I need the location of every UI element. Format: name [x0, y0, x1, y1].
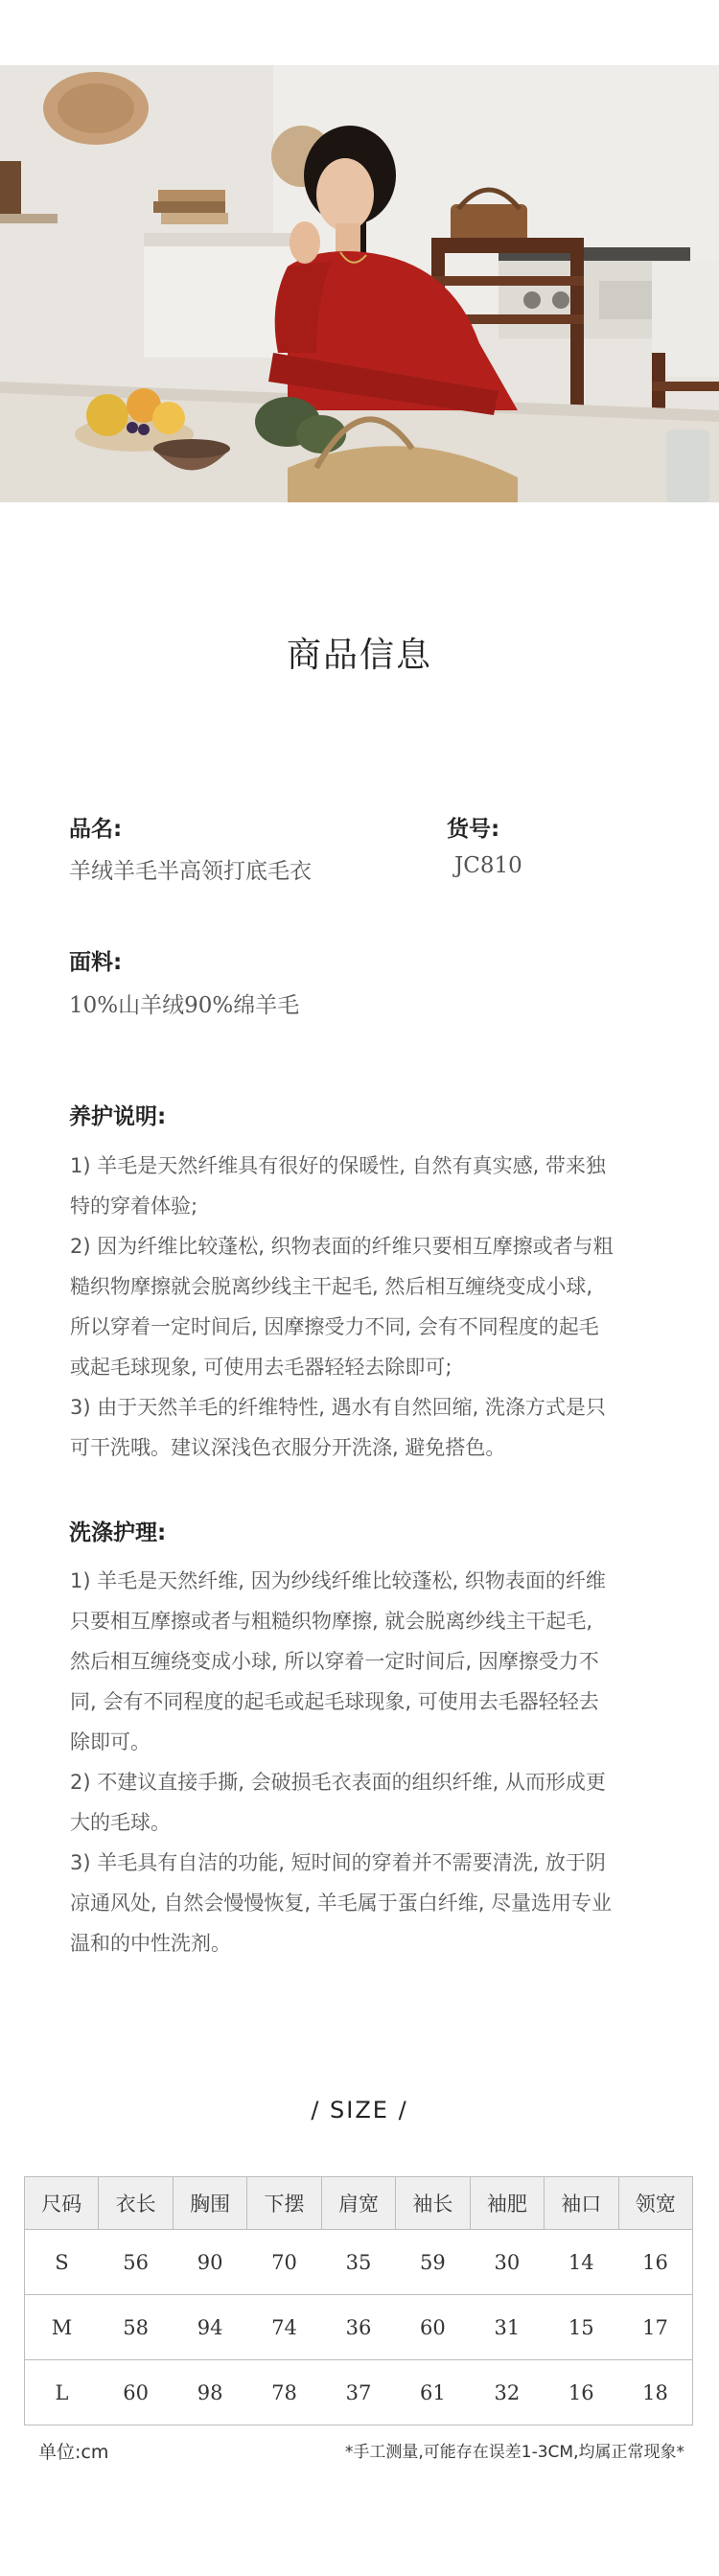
table-cell: 78	[247, 2360, 321, 2425]
table-cell: 59	[396, 2230, 470, 2295]
table-cell: 56	[99, 2230, 173, 2295]
sku-value: JC810	[454, 853, 522, 878]
header-cell: 胸围	[173, 2177, 246, 2230]
wash-line: 然后相互缠绕变成小球, 所以穿着一定时间后, 因摩擦受力不	[70, 1650, 599, 1673]
wash-label: 洗涤护理:	[69, 1520, 167, 1545]
header-cell: 袖肥	[470, 2177, 544, 2230]
table-cell: 94	[173, 2295, 246, 2360]
fabric-value: 10%山羊绒90%绵羊毛	[69, 993, 300, 1018]
wash-line: 同, 会有不同程度的起毛或起毛球现象, 可使用去毛器轻轻去	[70, 1690, 599, 1713]
wash-line: 2) 不建议直接手撕, 会破损毛衣表面的组织纤维, 从而形成更	[70, 1771, 606, 1794]
table-row	[25, 2230, 693, 2295]
care-line: 可干洗哦。建议深浅色衣服分开洗涤, 避免搭色。	[70, 1436, 506, 1459]
size-table	[24, 2176, 693, 2425]
care-line: 或起毛球现象, 可使用去毛器轻轻去除即可;	[70, 1356, 452, 1379]
table-cell: M	[25, 2295, 99, 2360]
table-cell: 16	[545, 2360, 618, 2425]
section-title: 商品信息	[286, 636, 432, 675]
wash-line: 温和的中性洗剂。	[70, 1932, 231, 1955]
care-line: 1) 羊毛是天然纤维具有很好的保暖性, 自然有真实感, 带来独	[70, 1154, 606, 1177]
wash-line: 只要相互摩擦或者与粗糙织物摩擦, 就会脱离纱线主干起毛,	[70, 1610, 593, 1633]
table-cell: 15	[545, 2295, 618, 2360]
table-cell: 37	[321, 2360, 395, 2425]
care-text	[70, 1146, 660, 1468]
fabric-label: 面料:	[69, 950, 123, 975]
table-row	[25, 2360, 693, 2425]
header-cell: 袖口	[545, 2177, 618, 2230]
table-cell: 35	[321, 2230, 395, 2295]
table-cell: 98	[173, 2360, 246, 2425]
wash-line: 大的毛球。	[70, 1811, 171, 1834]
table-cell: 14	[545, 2230, 618, 2295]
care-line: 3) 由于天然羊毛的纤维特性, 遇水有自然回缩, 洗涤方式是只	[70, 1396, 606, 1419]
unit-label: 单位:cm	[38, 2442, 109, 2463]
table-cell: 70	[247, 2230, 321, 2295]
header-cell: 衣长	[99, 2177, 173, 2230]
table-cell: 36	[321, 2295, 395, 2360]
care-line: 所以穿着一定时间后, 因摩擦受力不同, 会有不同程度的起毛	[70, 1315, 599, 1338]
table-cell: 58	[99, 2295, 173, 2360]
table-cell: 74	[247, 2295, 321, 2360]
header-cell: 袖长	[396, 2177, 470, 2230]
table-cell: L	[25, 2360, 99, 2425]
wash-line: 除即可。	[70, 1730, 151, 1753]
care-label: 养护说明:	[69, 1104, 167, 1129]
table-cell: 30	[470, 2230, 544, 2295]
care-line: 糙织物摩擦就会脱离纱线主干起毛, 然后相互缠绕变成小球,	[70, 1275, 593, 1298]
name-label: 品名:	[69, 817, 123, 842]
table-cell: S	[25, 2230, 99, 2295]
size-table-header	[25, 2177, 693, 2230]
table-cell: 31	[470, 2295, 544, 2360]
table-row	[25, 2295, 693, 2360]
name-value: 羊绒羊毛半高领打底毛衣	[69, 859, 312, 884]
wash-line: 1) 羊毛是天然纤维, 因为纱线纤维比较蓬松, 织物表面的纤维	[70, 1569, 606, 1592]
measurement-note: *手工测量,可能存在误差1-3CM,均属正常现象*	[344, 2443, 684, 2462]
header-cell: 领宽	[618, 2177, 693, 2230]
hero-photo	[0, 65, 719, 502]
wash-line: 凉通风处, 自然会慢慢恢复, 羊毛属于蛋白纤维, 尽量选用专业	[70, 1891, 613, 1915]
table-cell: 16	[618, 2230, 693, 2295]
wash-text	[70, 1561, 660, 1963]
wash-line: 3) 羊毛具有自洁的功能, 短时间的穿着并不需要清洗, 放于阴	[70, 1851, 606, 1874]
table-cell: 32	[470, 2360, 544, 2425]
care-line: 特的穿着体验;	[70, 1195, 198, 1218]
table-cell: 60	[396, 2295, 470, 2360]
sku-label: 货号:	[447, 817, 500, 842]
table-cell: 17	[618, 2295, 693, 2360]
table-cell: 61	[396, 2360, 470, 2425]
size-title: / SIZE /	[311, 2097, 408, 2123]
header-cell: 尺码	[25, 2177, 99, 2230]
header-cell: 下摆	[247, 2177, 321, 2230]
header-cell: 肩宽	[321, 2177, 395, 2230]
table-cell: 60	[99, 2360, 173, 2425]
care-line: 2) 因为纤维比较蓬松, 织物表面的纤维只要相互摩擦或者与粗	[70, 1235, 614, 1258]
table-cell: 18	[618, 2360, 693, 2425]
table-cell: 90	[173, 2230, 246, 2295]
